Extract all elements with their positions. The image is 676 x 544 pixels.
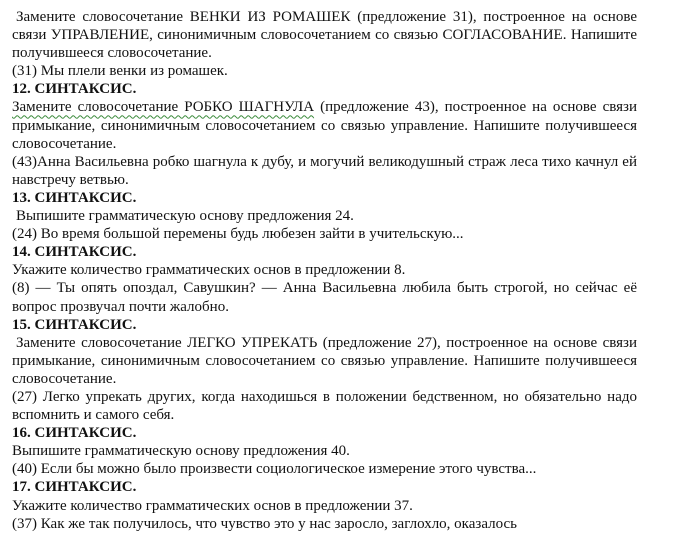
task-17-heading: 17. СИНТАКСИС. [12,479,137,496]
task-12-instruction-marked: Замените словосочетание РОБКО ШАГНУЛА [12,99,315,116]
task-12-sentence: (43)Анна Васильевна робко шагнула к дубу, и могучий великодушный страж леса тихо качнул ей навстречу ветвью. [12,153,637,188]
task-13-heading: 13. СИНТАКСИС. [12,189,137,206]
task-15-instruction: Замените словосочетание ЛЕГКО УПРЕКАТЬ (предложение 27), построенное на основе связи примыкание, синонимичным словосочетанием со связью управление. Напишите получившееся словосочетание. [12,334,637,387]
task-12-instruction [12,98,637,152]
task-14-instruction: Укажите количество грамматических основ в предложении 8. [12,262,406,279]
task-14-heading: 14. СИНТАКСИС. [12,244,137,261]
task-11-sentence: (31) Мы плели венки из ромашек. [12,63,228,80]
task-12-heading: 12. СИНТАКСИС. [12,81,137,98]
task-14-sentence: (8) — Ты опять опоздал, Савушкин? — Анна Васильевна любила быть строгой, но сейчас её вопрос прозвучал почти жалобно. [12,280,637,315]
task-12-instruction-rest: (предложение 43), построенное на основе связи примыкание, синонимичным словосочетанием со связью управление. Напишите получившееся словосочетание. [12,99,637,152]
task-13-instruction: Выпишите грамматическую основу предложения 24. [16,208,354,225]
task-17-sentence: (37) Как же так получилось, что чувство это у нас заросло, заглохло, оказалось [12,515,517,532]
task-16-heading: 16. СИНТАКСИС. [12,425,137,442]
task-15-sentence: (27) Легко упрекать других, когда находишься в положении бедственном, но обязательно надо вспомнить и самого себя. [12,388,637,424]
document-body [12,8,637,533]
task-16-instruction: Выпишите грамматическую основу предложения 40. [12,443,350,460]
task-13-sentence: (24) Во время большой перемены будь любезен зайти в учительскую... [12,226,464,243]
task-17-instruction: Укажите количество грамматических основ в предложении 37. [12,497,413,514]
task-16-sentence: (40) Если бы можно было произвести социологическое измерение этого чувства... [12,461,537,478]
task-15-heading: 15. СИНТАКСИС. [12,316,137,333]
task-11-instruction: Замените словосочетание ВЕНКИ ИЗ РОМАШЕК (предложение 31), построенное на основе связи УПРАВЛЕНИЕ, синонимичным словосочетанием со связью СОГЛАСОВАНИЕ. Напишите получившееся словосочетание. [12,9,637,62]
